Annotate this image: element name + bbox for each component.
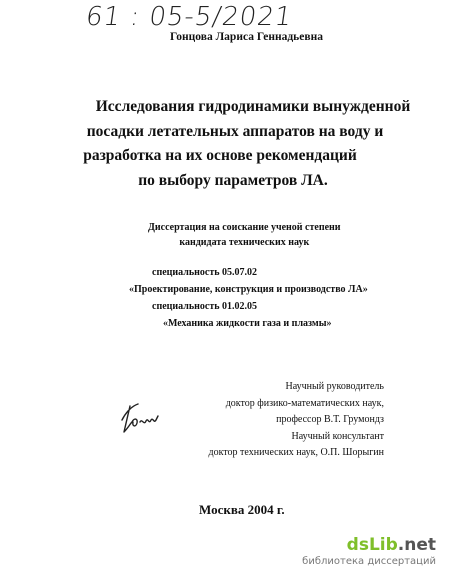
degree-line-1: Диссертация на соискание ученой степени [148, 222, 341, 233]
title-line-4: по выбору параметров ЛА. [138, 171, 328, 189]
watermark-subtitle: библиотека диссертаций [302, 556, 436, 567]
degree-statement [148, 220, 341, 250]
degree-line-2: кандидата технических наук [179, 237, 310, 248]
specialty-1-name: «Проектирование, конструкция и производство ЛА» [129, 284, 368, 295]
specialty-2-code: специальность 01.02.05 [152, 301, 258, 312]
consultant-name: доктор технических наук, О.П. Шорыгин [208, 447, 384, 458]
title-line-3: разработка на их основе рекомендаций [83, 147, 357, 164]
title-line-2: посадки летательных аппаратов на воду и [86, 122, 384, 140]
handwritten-signature [118, 400, 174, 441]
advisor-name: профессор В.Т. Грумондз [276, 414, 384, 425]
watermark-brand-domain: .net [397, 535, 436, 555]
watermark-logo[interactable] [347, 535, 436, 555]
dissertation-title [0, 95, 450, 193]
specialty-1-code: специальность 05.07.02 [152, 267, 258, 278]
archive-number-handwritten: 61 : 05-5/2021 [83, 2, 295, 32]
consultant-role: Научный консультант [291, 430, 384, 442]
advisors-block [209, 379, 385, 462]
specialty-2-name: «Механика жидкости газа и плазмы» [163, 318, 332, 329]
city-year: Москва 2004 г. [199, 502, 285, 517]
advisor-role: Научный руководитель [285, 381, 384, 392]
watermark-brand-main: dsLib [346, 535, 398, 555]
advisor-degree: доктор физико-математических наук, [225, 397, 384, 409]
author-name: Гонцова Лариса Геннадьевна [170, 31, 323, 43]
title-line-1: Исследования гидродинамики вынужденной [95, 98, 411, 115]
